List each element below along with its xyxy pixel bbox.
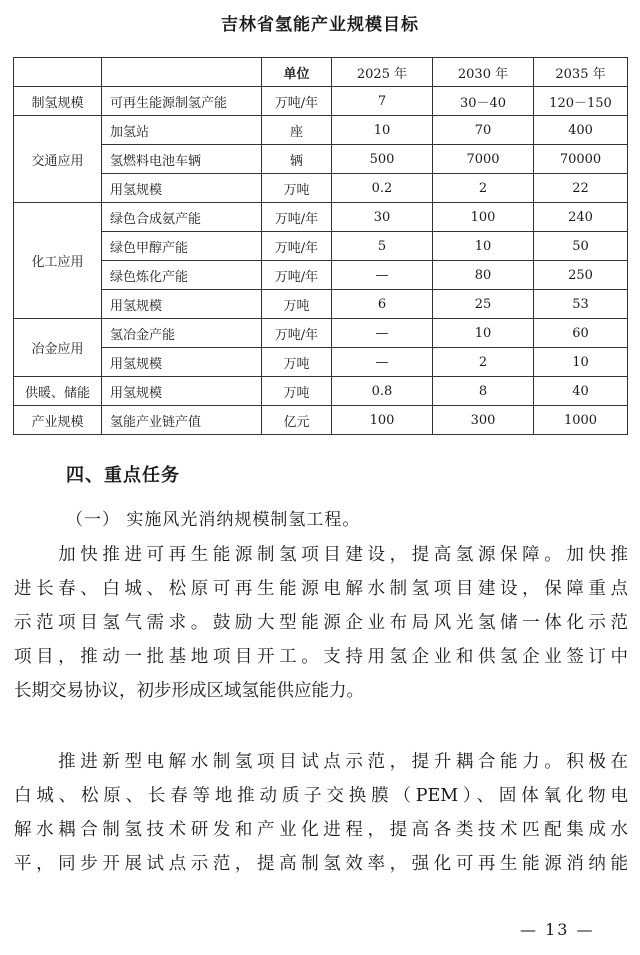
value-2025-cell: 100 (332, 406, 433, 435)
text-line: 长期交易协议，初步形成区域氢能供应能力。 (14, 681, 364, 701)
value-2025-cell: 5 (332, 232, 433, 261)
value-2035-cell: 70000 (534, 145, 628, 174)
page-number: — 13 — (520, 920, 595, 939)
table-row (14, 232, 628, 261)
value-2030-cell: 7000 (433, 145, 534, 174)
value-2025-cell: 6 (332, 290, 433, 319)
value-2025-cell: 10 (332, 116, 433, 145)
value-2035-cell: 60 (534, 319, 628, 348)
category-cell: 交通应用 (14, 116, 102, 203)
value-2030-cell: 70 (433, 116, 534, 145)
table-row (14, 145, 628, 174)
value-2035-cell: 240 (534, 203, 628, 232)
text-line: 白城、松原、长春等地推动质子交换膜（PEM）、固体氧化物电 (14, 786, 628, 806)
category-cell: 制氢规模 (14, 87, 102, 116)
table-row (14, 319, 628, 348)
header-2035: 2035 年 (534, 58, 628, 87)
value-2030-cell: 10 (433, 319, 534, 348)
table-row (14, 87, 628, 116)
header-cell (102, 58, 262, 87)
unit-cell: 万吨 (262, 348, 332, 377)
value-2025-cell: 500 (332, 145, 433, 174)
item-cell: 可再生能源制氢产能 (102, 87, 262, 116)
category-cell: 冶金应用 (14, 319, 102, 377)
item-cell: 氢燃料电池车辆 (102, 145, 262, 174)
unit-cell: 万吨/年 (262, 203, 332, 232)
value-2030-cell: 80 (433, 261, 534, 290)
text-line: 推进新型电解水制氢项目试点示范，提升耦合能力。积极在 (14, 752, 628, 772)
unit-cell: 亿元 (262, 406, 332, 435)
text-line: 解水耦合制氢技术研发和产业化进程，提高各类技术匹配集成水 (14, 820, 628, 840)
hydrogen-targets-table (13, 57, 628, 435)
unit-cell: 万吨 (262, 377, 332, 406)
text-line: 进长春、白城、松原可再生能源电解水制氢项目建设，保障重点 (14, 579, 628, 599)
item-cell: 用氢规模 (102, 348, 262, 377)
paragraph-2 (14, 745, 628, 881)
value-2030-cell: 10 (433, 232, 534, 261)
header-cell (14, 58, 102, 87)
item-cell: 绿色合成氨产能 (102, 203, 262, 232)
unit-cell: 万吨 (262, 290, 332, 319)
category-cell: 产业规模 (14, 406, 102, 435)
header-2030: 2030 年 (433, 58, 534, 87)
value-2025-cell: — (332, 319, 433, 348)
value-2030-cell: 30－40 (433, 87, 534, 116)
header-2025: 2025 年 (332, 58, 433, 87)
value-2030-cell: 100 (433, 203, 534, 232)
table-row (14, 348, 628, 377)
unit-cell: 万吨 (262, 174, 332, 203)
table-body (14, 87, 628, 435)
item-cell: 用氢规模 (102, 377, 262, 406)
value-2035-cell: 250 (534, 261, 628, 290)
value-2035-cell: 40 (534, 377, 628, 406)
table-row (14, 290, 628, 319)
table-row (14, 174, 628, 203)
value-2035-cell: 50 (534, 232, 628, 261)
value-2025-cell: — (332, 348, 433, 377)
value-2025-cell: 0.2 (332, 174, 433, 203)
value-2035-cell: 22 (534, 174, 628, 203)
category-cell: 供暖、储能 (14, 377, 102, 406)
value-2030-cell: 25 (433, 290, 534, 319)
value-2035-cell: 53 (534, 290, 628, 319)
table-row (14, 377, 628, 406)
paragraph-1 (14, 538, 628, 708)
text-line: 项目，推动一批基地项目开工。支持用氢企业和供氢企业签订中 (14, 647, 628, 667)
item-cell: 氢冶金产能 (102, 319, 262, 348)
item-cell: 氢能产业链产值 (102, 406, 262, 435)
item-cell: 用氢规模 (102, 290, 262, 319)
unit-cell: 辆 (262, 145, 332, 174)
text-line: 加快推进可再生能源制氢项目建设，提高氢源保障。加快推 (14, 545, 628, 565)
value-2025-cell: — (332, 261, 433, 290)
header-unit: 单位 (262, 58, 332, 87)
document-title: 吉林省氢能产业规模目标 (221, 15, 419, 35)
value-2030-cell: 8 (433, 377, 534, 406)
value-2035-cell: 10 (534, 348, 628, 377)
subsection-heading: （一） 实施风光消纳规模制氢工程。 (66, 510, 361, 530)
unit-cell: 万吨/年 (262, 319, 332, 348)
table-row (14, 203, 628, 232)
item-cell: 绿色甲醇产能 (102, 232, 262, 261)
value-2035-cell: 400 (534, 116, 628, 145)
item-cell: 绿色炼化产能 (102, 261, 262, 290)
value-2025-cell: 7 (332, 87, 433, 116)
table-row (14, 116, 628, 145)
value-2025-cell: 30 (332, 203, 433, 232)
category-cell: 化工应用 (14, 203, 102, 319)
unit-cell: 万吨/年 (262, 87, 332, 116)
section-heading: 四、重点任务 (66, 465, 180, 486)
value-2025-cell: 0.8 (332, 377, 433, 406)
value-2030-cell: 2 (433, 174, 534, 203)
text-line: 平，同步开展试点示范，提高制氢效率，强化可再生能源消纳能 (14, 854, 628, 874)
unit-cell: 万吨/年 (262, 232, 332, 261)
unit-cell: 万吨/年 (262, 261, 332, 290)
table-row (14, 406, 628, 435)
table-row (14, 261, 628, 290)
value-2035-cell: 120－150 (534, 87, 628, 116)
text-line: 示范项目氢气需求。鼓励大型能源企业布局风光氢储一体化示范 (14, 613, 628, 633)
value-2030-cell: 2 (433, 348, 534, 377)
value-2035-cell: 1000 (534, 406, 628, 435)
item-cell: 用氢规模 (102, 174, 262, 203)
unit-cell: 座 (262, 116, 332, 145)
item-cell: 加氢站 (102, 116, 262, 145)
table-header-row (14, 58, 628, 87)
value-2030-cell: 300 (433, 406, 534, 435)
